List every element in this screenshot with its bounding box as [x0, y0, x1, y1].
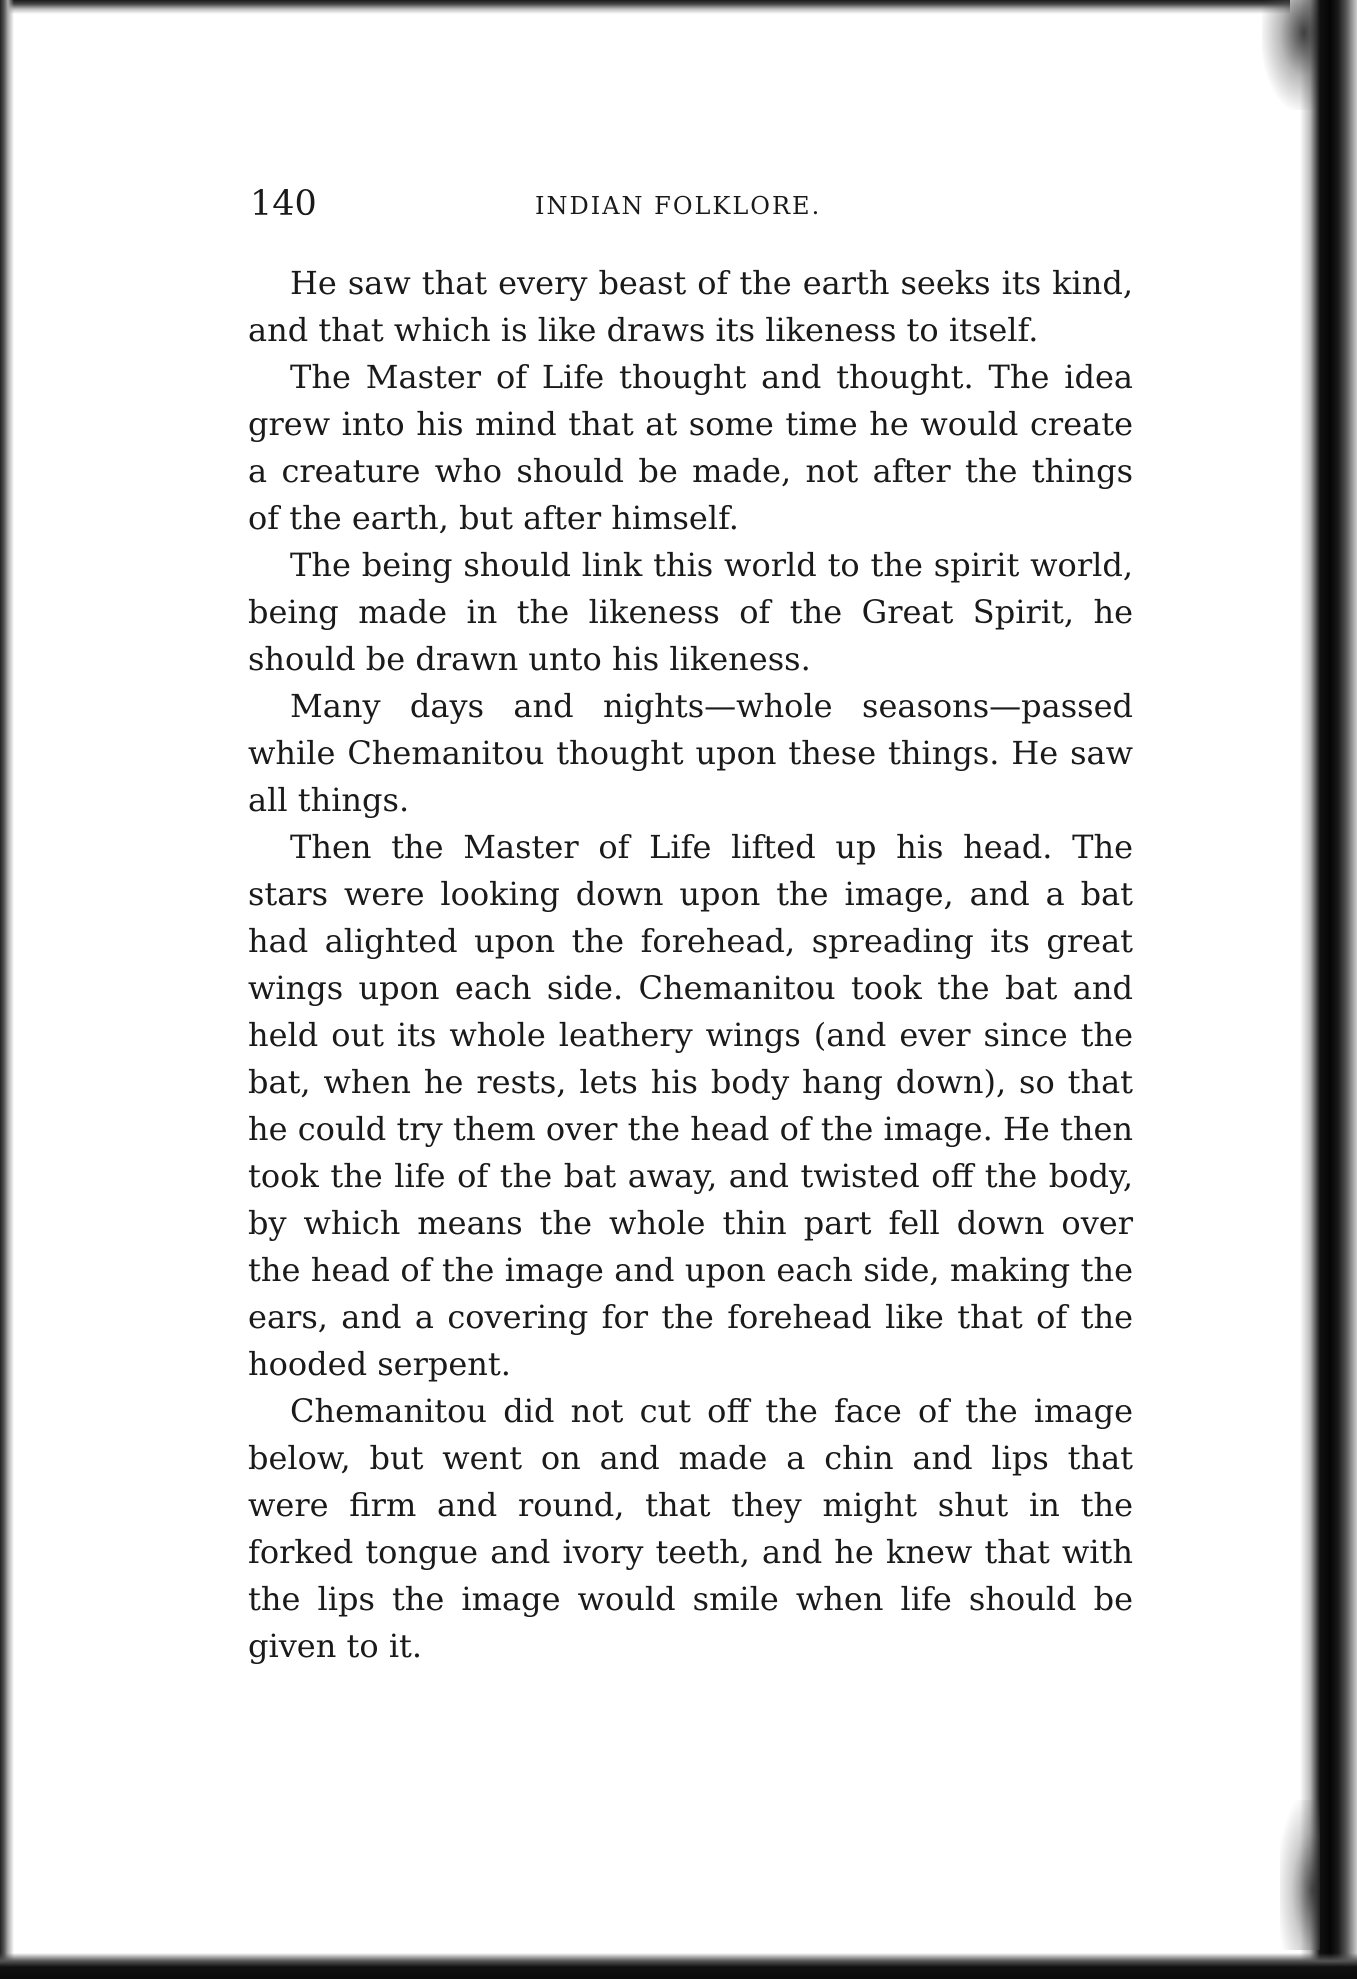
paragraph: Many days and nights—whole seasons—passed while Chemanitou thought upon these things. He saw all things.: [248, 687, 1133, 819]
running-head: INDIAN FOLKLORE.: [535, 192, 822, 220]
paragraph: The being should link this world to the spirit world, being made in the likeness of the Great Spirit, he should be drawn unto his likeness.: [248, 546, 1133, 678]
paragraph: The Master of Life thought and thought. The idea grew into his mind that at some time he would create a creature who should be made, not after the things of the earth, but after himself.: [248, 358, 1133, 537]
paragraph: Then the Master of Life lifted up his head. The stars were looking down upon the image, and a bat had alighted upon the forehead, spreading its great wings upon each side. Chemanitou took the bat and held out its whole leathery wings (and ever since the bat, when he rests, lets his body hang down), so that he could try them over the head of the image. He then took the life of the bat away, and twisted off the body, by which means the whole thin part fell down over the head of the image and upon each side, making the ears, and a covering for the forehead like that of the hooded serpent.: [248, 828, 1133, 1383]
page-header: [250, 180, 1130, 230]
paragraph: Chemanitou did not cut off the face of the image below, but went on and made a chin and lips that were firm and round, that they might shut in the forked tongue and ivory teeth, and he knew that with the lips the image would smile when life should be given to it.: [248, 1392, 1133, 1665]
page-number: 140: [250, 184, 317, 224]
scan-smudge-bottom-right: [1280, 1800, 1320, 1950]
scan-edge-bottom: [0, 1953, 1357, 1979]
body-text: [248, 260, 1133, 1670]
scan-edge-right: [1300, 0, 1357, 1979]
scan-edge-left: [0, 0, 14, 1979]
paragraph: He saw that every beast of the earth seeks its kind, and that which is like draws its likeness to itself.: [248, 264, 1133, 349]
scan-edge-top: [0, 0, 1290, 14]
